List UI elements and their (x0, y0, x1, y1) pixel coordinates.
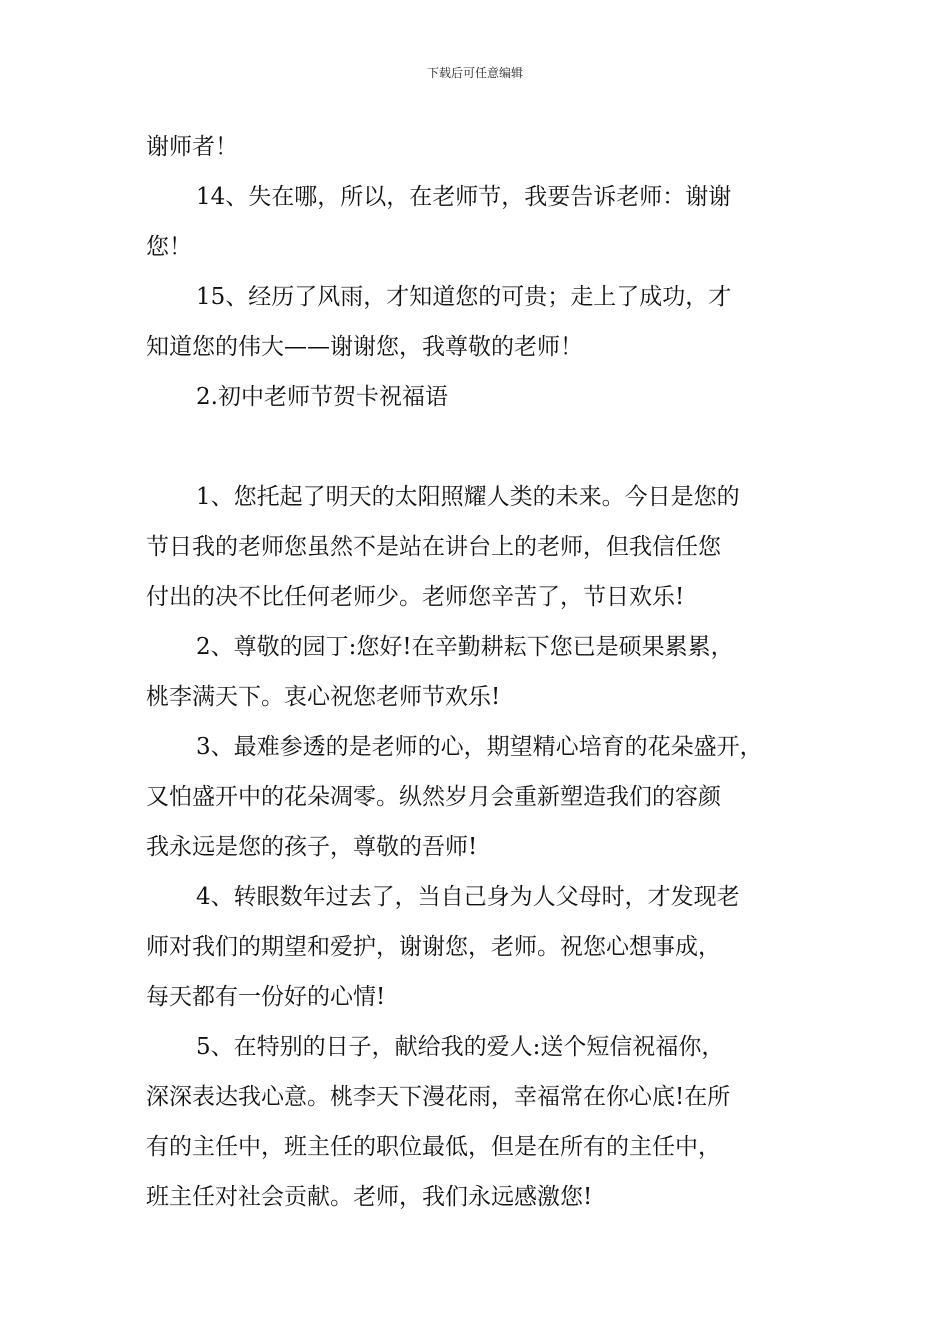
paragraph-line: 15、经历了风雨，才知道您的可贵；走上了成功，才 (196, 284, 732, 310)
paragraph-line: 2、尊敬的园丁:您好!在辛勤耕耘下您已是硕果累累， (196, 634, 734, 660)
paragraph-line: 4、转眼数年过去了，当自己身为人父母时，才发现老 (196, 884, 740, 910)
page-header: 下载后可任意编辑 (426, 66, 523, 80)
paragraph-line: 深深表达我心意。桃李天下漫花雨，幸福常在你心底!在所 (146, 1084, 731, 1110)
paragraph-line: 知道您的伟大——谢谢您，我尊敬的老师！ (146, 334, 583, 360)
paragraph-line: 3、最难参透的是老师的心，期望精心培育的花朵盛开， (196, 734, 763, 760)
paragraph-line: 有的主任中，班主任的职位最低，但是在所有的主任中， (146, 1134, 721, 1160)
paragraph-line: 每天都有一份好的心情! (146, 984, 386, 1010)
paragraph-line: 节日我的老师您虽然不是站在讲台上的老师，但我信任您 (146, 534, 721, 560)
paragraph-line: 付出的决不比任何老师少。老师您辛苦了，节日欢乐! (146, 584, 685, 610)
paragraph-line: 桃李满天下。衷心祝您老师节欢乐! (146, 684, 501, 710)
paragraph-line: 我永远是您的孩子，尊敬的吾师! (146, 834, 478, 860)
paragraph-line: 师对我们的期望和爱护，谢谢您，老师。祝您心想事成， (146, 934, 721, 960)
paragraph-line: 班主任对社会贡献。老师，我们永远感激您! (146, 1184, 593, 1210)
section-heading: 2.初中老师节贺卡祝福语 (196, 384, 448, 410)
paragraph-line: 1、您托起了明天的太阳照耀人类的未来。今日是您的 (196, 484, 740, 510)
paragraph-line: 14、失在哪，所以，在老师节，我要告诉老师：谢谢 (196, 184, 732, 210)
blank-line (146, 422, 814, 472)
paragraph-line: 5、在特别的日子，献给我的爱人:送个短信祝福你， (196, 1034, 725, 1060)
paragraph-line: 又怕盛开中的花朵凋零。纵然岁月会重新塑造我们的容颜 (146, 784, 721, 810)
document-body (146, 122, 814, 1222)
paragraph-line: 谢师者！ (146, 134, 238, 160)
paragraph-line: 您！ (146, 234, 192, 260)
